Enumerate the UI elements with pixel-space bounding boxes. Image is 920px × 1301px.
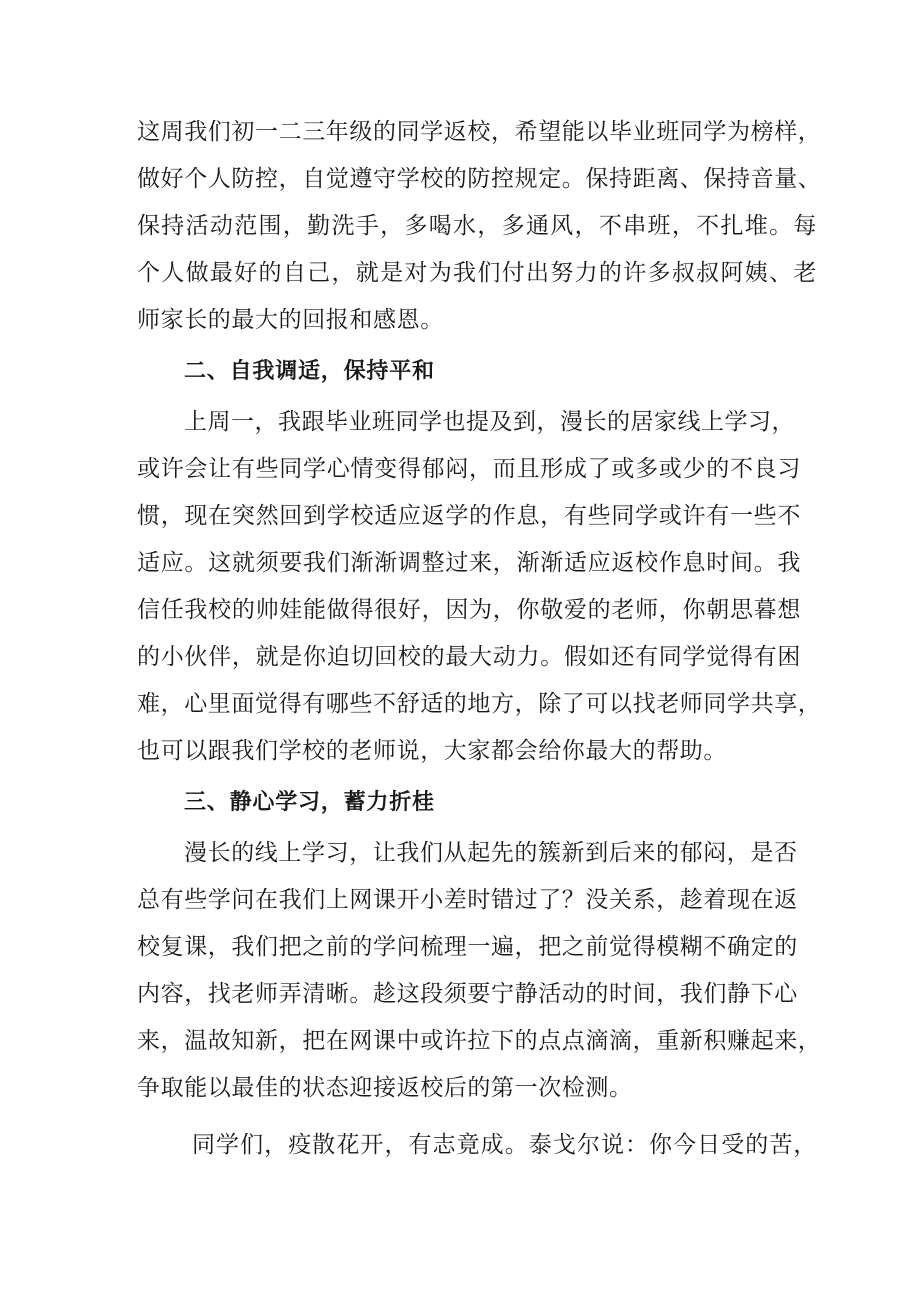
paragraph-2-line-1: 上周一，我跟毕业班同学也提及到，漫长的居家线上学习，	[184, 409, 795, 435]
paragraph-1-line-3: 保持活动范围，勤洗手，多喝水，多通风，不串班，不扎堆。每	[137, 213, 817, 239]
paragraph-3-line-3: 校复课，我们把之前的学问梳理一遍，把之前觉得模糊不确定的	[137, 934, 798, 960]
paragraph-3-line-1: 漫长的线上学习，让我们从起先的簇新到后来的郁闷，是否	[184, 840, 798, 866]
paragraph-1-line-4: 个人做最好的自己，就是对为我们付出努力的许多叔叔阿姨、老	[137, 260, 817, 286]
paragraph-3-line-2: 总有些学问在我们上网课开小差时错过了？没关系，趁着现在返	[137, 887, 798, 913]
section-heading-2: 二、自我调适，保持平和	[184, 359, 435, 384]
paragraph-1-line-2: 做好个人防控，自觉遵守学校的防控规定。保持距离、保持音量、	[137, 166, 822, 192]
paragraph-3-line-6: 争取能以最佳的状态迎接返校后的第一次检测。	[137, 1075, 633, 1101]
paragraph-1-line-1: 这周我们初一二三年级的同学返校，希望能以毕业班同学为榜样，	[137, 119, 822, 145]
paragraph-2-line-8: 也可以跟我们学校的老师说，大家都会给你最大的帮助。	[137, 738, 727, 764]
section-heading-3: 三、静心学习，蓄力折桂	[184, 790, 435, 815]
paragraph-2-line-7: 难，心里面觉得有哪些不舒适的地方，除了可以找老师同学共享，	[137, 691, 822, 717]
paragraph-2-line-5: 信任我校的帅娃能做得很好，因为，你敬爱的老师，你朝思暮想	[137, 597, 801, 623]
paragraph-3-line-4: 内容，找老师弄清晰。趁这段须要宁静活动的时间，我们静下心	[137, 981, 798, 1007]
paragraph-2-line-3: 惯，现在突然回到学校适应返学的作息，有些同学或许有一些不	[137, 503, 801, 529]
paragraph-2-line-2: 或许会让有些同学心情变得郁闷，而且形成了或多或少的不良习	[137, 456, 801, 482]
paragraph-2-line-6: 的小伙伴，就是你迫切回校的最大动力。假如还有同学觉得有困	[137, 644, 801, 670]
paragraph-3-line-5: 来，温故知新，把在网课中或许拉下的点点滴滴，重新积赚起来，	[137, 1028, 822, 1054]
paragraph-1-line-5: 师家长的最大的回报和感恩。	[137, 307, 444, 333]
paragraph-2-line-4: 适应。这就须要我们渐渐调整过来，渐渐适应返校作息时间。我	[137, 550, 801, 576]
paragraph-4-line-1: 同学们，疫散花开，有志竟成。泰戈尔说：你今日受的苦，	[192, 1132, 817, 1158]
